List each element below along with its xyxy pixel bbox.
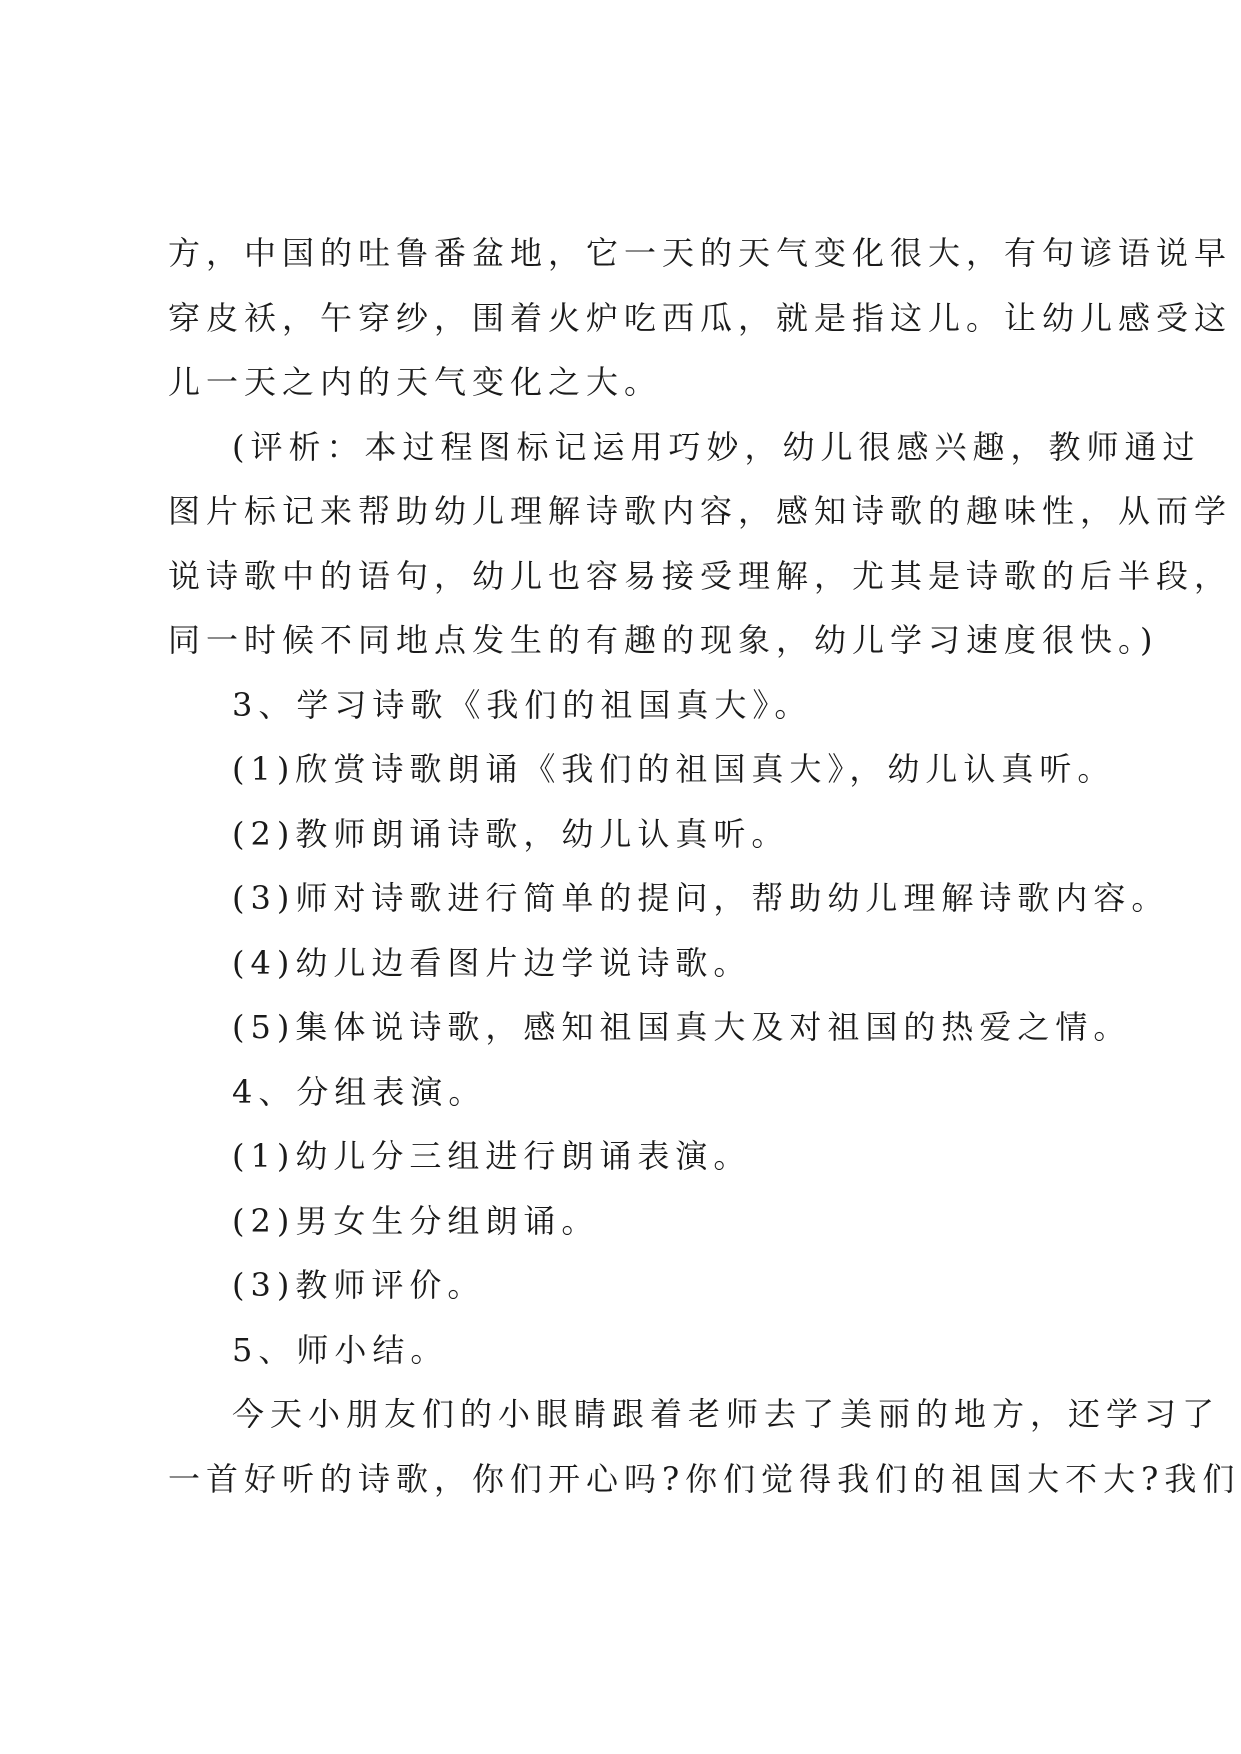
list-item: (5)集体说诗歌，感知祖国真大及对祖国的热爱之情。 (232, 1008, 1132, 1046)
list-item: (1)幼儿分三组进行朗诵表演。 (232, 1137, 752, 1175)
text-line: 一首好听的诗歌，你们开心吗?你们觉得我们的祖国大不大?我们 (168, 1459, 1241, 1498)
section-heading: 5、师小结。 (232, 1330, 449, 1369)
list-item: (2)教师朗诵诗歌，幼儿认真听。 (232, 814, 790, 853)
section-heading: 3、学习诗歌《我们的祖国真大》。 (232, 685, 813, 724)
document-body (168, 221, 1241, 1511)
list-item: (2)男女生分组朗诵。 (232, 1201, 600, 1240)
text-line: 儿一天之内的天气变化之大。 (168, 363, 663, 401)
text-line: 今天小朋友们的小眼睛跟着老师去了美丽的地方，还学习了 (232, 1395, 1221, 1433)
text-line: 穿皮袄，午穿纱，围着火炉吃西瓜，就是指这儿。让幼儿感受这 (168, 298, 1233, 337)
text-line: 同一时候不同地点发生的有趣的现象，幼儿学习速度很快。) (168, 621, 1159, 659)
list-item: (3)教师评价。 (232, 1266, 486, 1304)
list-item: (4)幼儿边看图片边学说诗歌。 (232, 943, 752, 982)
list-item: (3)师对诗歌进行简单的提问，帮助幼儿理解诗歌内容。 (232, 879, 1170, 917)
section-heading: 4、分组表演。 (232, 1072, 487, 1111)
text-line: 方，中国的吐鲁番盆地，它一天的天气变化很大，有句谚语说早 (168, 234, 1233, 272)
text-line: 说诗歌中的语句，幼儿也容易接受理解，尤其是诗歌的后半段， (168, 556, 1233, 595)
list-item: (1)欣赏诗歌朗诵《我们的祖国真大》，幼儿认真听。 (232, 750, 1116, 788)
text-line: 图片标记来帮助幼儿理解诗歌内容，感知诗歌的趣味性，从而学 (168, 492, 1233, 530)
text-line: (评析：本过程图标记运用巧妙，幼儿很感兴趣，教师通过 (232, 427, 1201, 466)
